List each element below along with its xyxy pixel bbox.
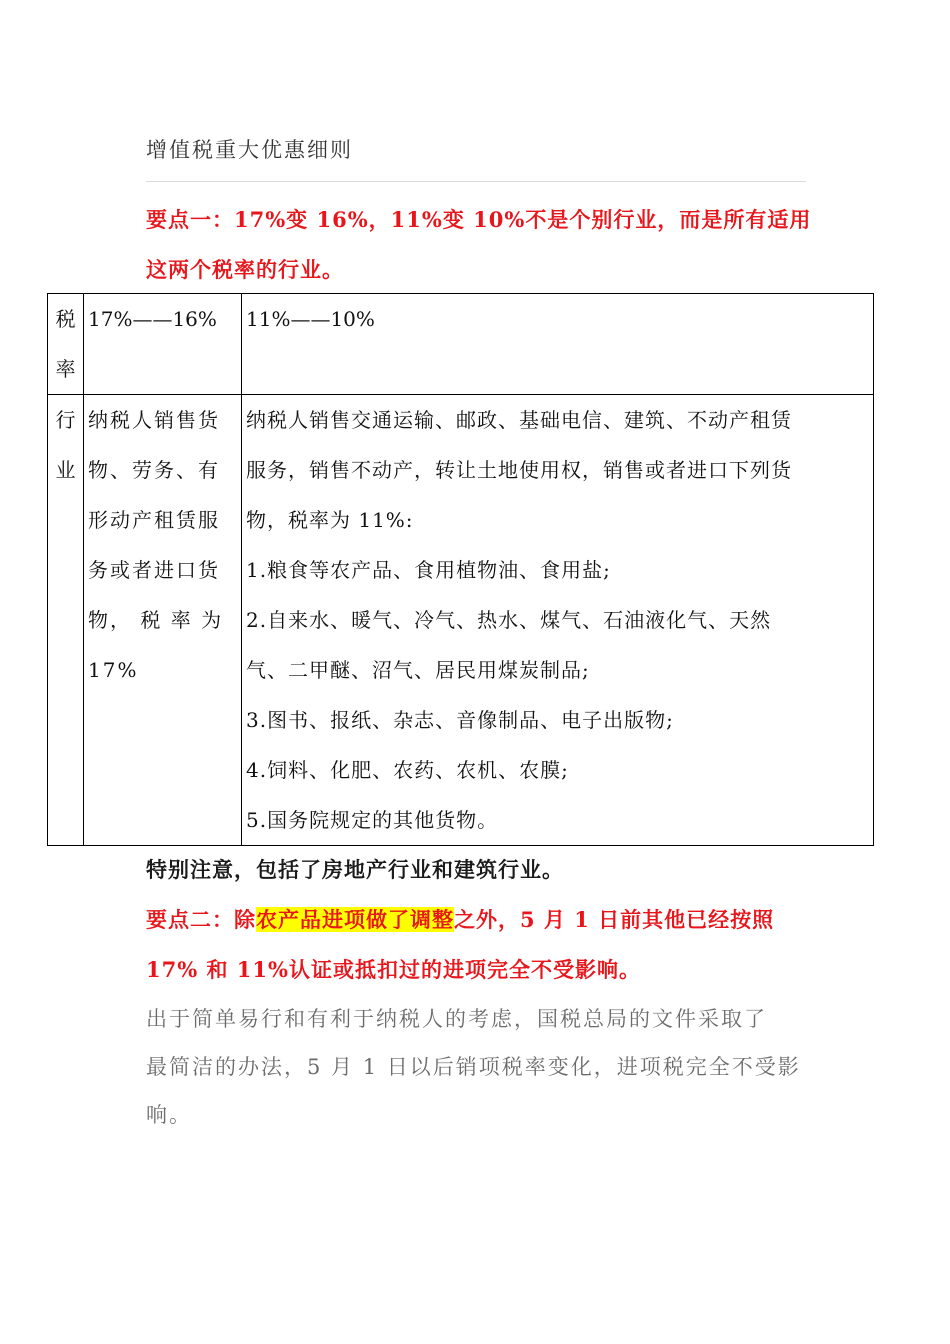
industry-11-line: 服务，销售不动产，转让土地使用权，销售或者进口下列货 <box>246 458 792 482</box>
industry-header-char: 业 <box>55 458 76 482</box>
key-point-one <box>146 195 816 295</box>
industry-17-line: 物， 税 率 为 <box>88 608 224 632</box>
key-point-two-line1 <box>146 895 816 945</box>
industry-11-line: 3.图书、报纸、杂志、音像制品、电子出版物; <box>246 708 674 732</box>
key-point-two <box>146 895 816 995</box>
rate-header-cell <box>48 294 84 395</box>
paragraph-line: 响。 <box>146 1103 192 1127</box>
industry-11-line: 5.国务院规定的其他货物。 <box>246 808 499 832</box>
rate-header-char: 率 <box>55 357 76 381</box>
industry-17-line: 务或者进口货 <box>88 558 220 582</box>
industry-17-line: 纳税人销售货 <box>88 408 220 432</box>
rate-header-char: 税 <box>55 307 76 331</box>
explanation-paragraph <box>146 995 816 1139</box>
highlighted-phrase: 农产品进项做了调整 <box>256 907 454 932</box>
industry-11-line: 2.自来水、暖气、冷气、热水、煤气、石油液化气、天然 <box>246 608 772 632</box>
page-title: 增值税重大优惠细则 <box>146 138 353 162</box>
industry-header-char: 行 <box>55 408 76 432</box>
industry-11-line: 4.饲料、化肥、农药、农机、农膜; <box>246 758 569 782</box>
key-point-two-suffix: 之外，5 月 1 日前其他已经按照 <box>454 907 775 932</box>
industry-header-cell <box>48 395 84 846</box>
industry-17-line: 17% <box>88 658 139 682</box>
key-point-two-line2: 17% 和 11%认证或抵扣过的进项完全不受影响。 <box>146 957 641 982</box>
paragraph-line: 出于简单易行和有利于纳税人的考虑，国税总局的文件采取了 <box>146 1007 767 1031</box>
special-note: 特别注意，包括了房地产行业和建筑行业。 <box>146 857 564 882</box>
key-point-one-line1: 要点一：17%变 16%，11%变 10%不是个别行业，而是所有适用 <box>146 207 812 232</box>
table-row-industry <box>48 395 874 846</box>
tax-rate-table <box>47 293 874 846</box>
industry-11-line: 物，税率为 11%: <box>246 508 414 532</box>
rate-11-cell: 11%——10% <box>242 294 874 395</box>
industry-11-line: 气、二甲醚、沼气、居民用煤炭制品; <box>246 658 590 682</box>
industry-11-line: 纳税人销售交通运输、邮政、基础电信、建筑、不动产租赁 <box>246 408 792 432</box>
industry-17-line: 形动产租赁服 <box>88 508 220 532</box>
industry-17-line: 物、劳务、有 <box>88 458 220 482</box>
industry-11-line: 1.粮食等农产品、食用植物油、食用盐; <box>246 558 611 582</box>
key-point-two-prefix: 要点二：除 <box>146 907 256 932</box>
industry-11-cell <box>242 395 874 846</box>
paragraph-line: 最简洁的办法，5 月 1 日以后销项税率变化，进项税完全不受影 <box>146 1055 801 1079</box>
key-point-one-line2: 这两个税率的行业。 <box>146 257 344 282</box>
industry-17-cell <box>84 395 242 846</box>
table-row-rate <box>48 294 874 395</box>
rate-17-cell: 17%——16% <box>84 294 242 395</box>
title-divider <box>146 181 806 182</box>
